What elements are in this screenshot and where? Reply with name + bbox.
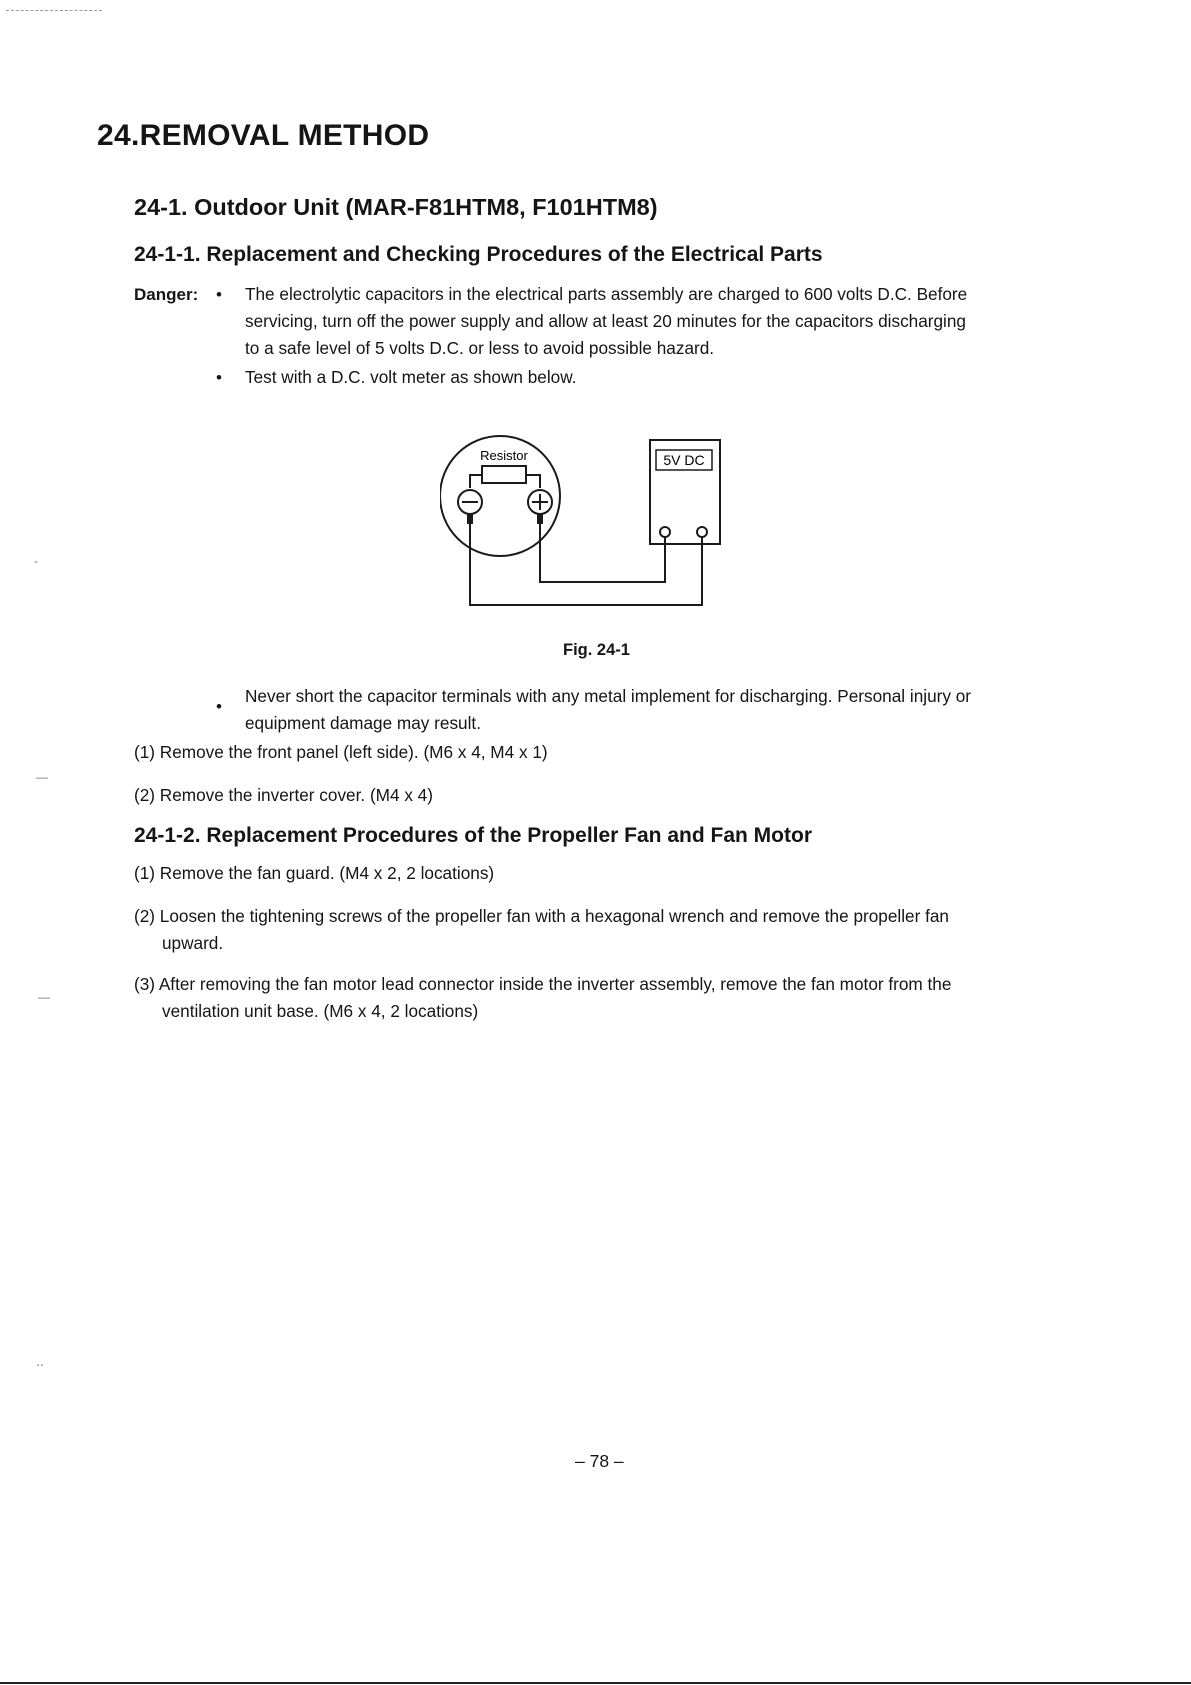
scan-artifact-mark: — (36, 770, 48, 784)
danger-bullet-2: Test with a D.C. volt meter as shown below. (245, 367, 577, 387)
subsection-1-title: 24-1-1. Replacement and Checking Procedures of the Electrical Parts (134, 243, 823, 266)
subsection-2-title: 24-1-2. Replacement Procedures of the Propeller Fan and Fan Motor (134, 824, 812, 847)
resistor-label: Resistor (480, 448, 528, 463)
step-remove-fan-motor (134, 971, 951, 1025)
text-line: servicing, turn off the power supply and allow at least 20 minutes for the capacitors discharging (245, 311, 966, 331)
voltmeter-label: 5V DC (663, 452, 705, 468)
capacitor-test-diagram (440, 430, 730, 610)
text-line: to a safe level of 5 volts D.C. or less to avoid possible hazard. (245, 338, 715, 358)
text-line: equipment damage may result. (245, 713, 481, 733)
text-line: (2) Loosen the tightening screws of the propeller fan with a hexagonal wrench and remove the propeller fan (134, 906, 949, 926)
bullet-marker: • (216, 697, 222, 716)
text-line: upward. (162, 933, 224, 953)
text-line: Never short the capacitor terminals with any metal implement for discharging. Personal injury or (245, 686, 972, 706)
resistor-symbol (482, 466, 526, 483)
step-remove-inverter-cover: (2) Remove the inverter cover. (M4 x 4) (134, 785, 433, 805)
text-line: ventilation unit base. (M6 x 4, 2 locations) (162, 1001, 479, 1021)
scan-artifact-mark: — (38, 990, 50, 1004)
scan-artifact-mark: ‐ (34, 554, 38, 568)
terminal-post-left (467, 514, 473, 524)
bullet-marker: • (216, 368, 222, 387)
meter-probe-jack-left (660, 527, 670, 537)
step-remove-fan-guard: (1) Remove the fan guard. (M4 x 2, 2 locations) (134, 863, 495, 883)
bottom-edge-rule (0, 1682, 1191, 1684)
bullet-marker: • (216, 285, 222, 304)
warning-bullet-3 (245, 683, 971, 737)
danger-label: Danger: (134, 285, 199, 304)
resistor-lead-right (526, 475, 540, 488)
scan-artifact-mark: ‥ (36, 1355, 45, 1369)
step-remove-front-panel: (1) Remove the front panel (left side). (M6 x 4, M4 x 1) (134, 742, 548, 762)
text-line: The electrolytic capacitors in the electrical parts assembly are charged to 600 volts D.C. Before (245, 284, 968, 304)
scan-artifact-line (6, 10, 102, 11)
step-loosen-screws (134, 903, 949, 957)
wire-positive (540, 514, 665, 582)
danger-bullet-1 (245, 281, 967, 362)
section-title: 24.REMOVAL METHOD (97, 119, 430, 152)
meter-probe-jack-right (697, 527, 707, 537)
figure-caption: Fig. 24-1 (563, 641, 630, 659)
text-line: (3) After removing the fan motor lead connector inside the inverter assembly, remove the fan motor from the (134, 974, 952, 994)
resistor-lead-left (470, 475, 482, 488)
terminal-post-right (537, 514, 543, 524)
subsection-title: 24-1. Outdoor Unit (MAR-F81HTM8, F101HTM8) (134, 194, 658, 220)
page-number: – 78 – (575, 1451, 624, 1471)
